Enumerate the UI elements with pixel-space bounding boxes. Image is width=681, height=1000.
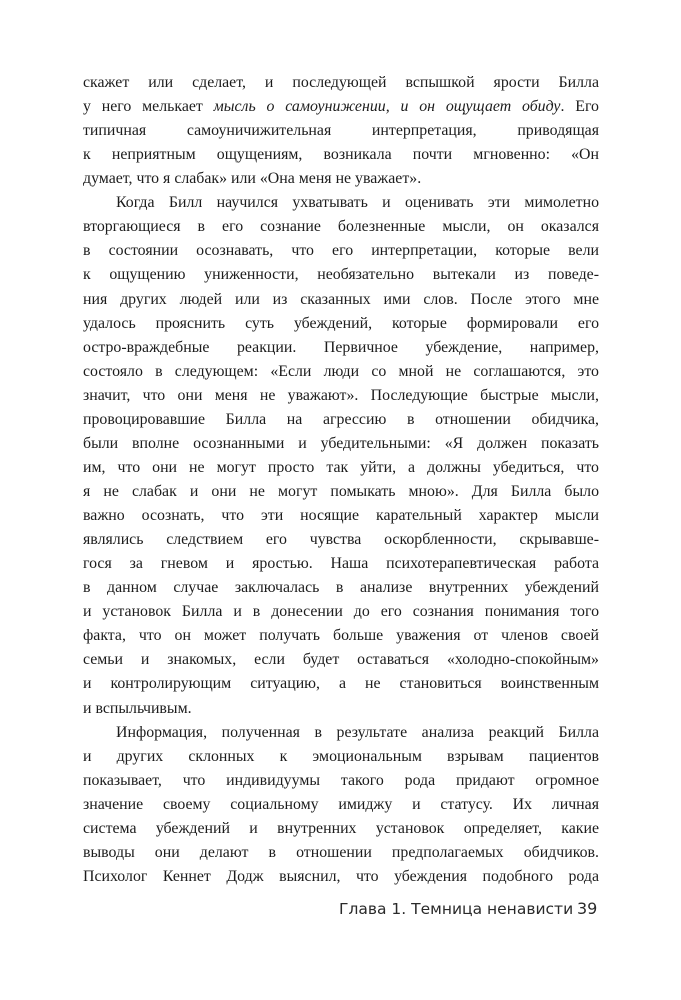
text-line: и вспыльчивым.	[83, 699, 192, 717]
text-line: показывает, что индивидуумы такого рода придают огромное	[83, 771, 599, 789]
text-line: в состоянии осознавать, что его интерпретации, которые вели	[83, 242, 599, 260]
text-line: думает, что я слабак» или «Она меня не уважает».	[83, 170, 422, 188]
text-line: и других склонных к эмоциональным взрывам пациентов	[83, 747, 599, 765]
text-line: к ощущению униженности, необязательно вытекали из поведе-	[83, 266, 599, 284]
text-line: Психолог Кеннет Додж выяснил, что убеждения подобного рода	[83, 867, 599, 885]
paragraph-first-line: Когда Билл научился ухватывать и оценивать эти мимолетно	[116, 194, 599, 212]
text-line: удалось прояснить суть убеждений, которые формировали его	[83, 314, 599, 332]
text-line: система убеждений и внутренних установок определяет, какие	[83, 819, 599, 837]
text-line: были вполне осознанными и убедительными: «Я должен показать	[83, 434, 599, 452]
text-line: в данном случае заключалась в анализе внутренних убеждений	[83, 579, 599, 597]
text-run: у него мелькает	[83, 98, 214, 116]
text-line: им, что они не могут просто так уйти, а должны убедиться, что	[83, 458, 599, 476]
text-line: вторгающиеся в его сознание болезненные мысли, он оказался	[83, 218, 599, 236]
text-line: скажет или сделает, и последующей вспышкой ярости Билла	[83, 74, 599, 91]
text-line: значит, что они меня не уважают». Последующие быстрые мысли,	[83, 386, 599, 404]
text-line: я не слабак и они не могут помыкать мною». Для Билла было	[83, 483, 599, 500]
text-line: выводы они делают в отношении предполагаемых обидчиков.	[83, 843, 599, 861]
text-line: остро-враждебные реакции. Первичное убеждение, например,	[83, 338, 599, 356]
text-line: значение своему социальному имиджу и статусу. Их личная	[83, 795, 599, 813]
text-line: важно осознать, что эти носящие карательный характер мысли	[83, 507, 599, 525]
text-line: семьи и знакомых, если будет оставаться «холодно-спокойным»	[83, 651, 599, 669]
text-line: гося за гневом и яростью. Наша психотерапевтическая работа	[83, 555, 599, 573]
text-line: к неприятным ощущениям, возникала почти мгновенно: «Он	[83, 146, 599, 164]
text-line	[83, 95, 599, 119]
italic-phrase: мысль о самоунижении, и он ощущает обиду	[213, 98, 561, 116]
running-title: Глава 1. Темница ненависти	[339, 900, 574, 918]
text-line: провоцировавшие Билла на агрессию в отношении обидчика,	[83, 410, 599, 428]
text-line: ния других людей или из сказанных ими слов. После этого мне	[83, 290, 599, 308]
text-line: и установок Билла и в донесении до его сознания понимания того	[83, 603, 599, 621]
text-line: и контролирующим ситуацию, а не становиться воинственным	[83, 675, 599, 693]
text-line: типичная самоуничижительная интерпретация, приводящая	[83, 122, 599, 140]
paragraph-first-line: Информация, полученная в результате анализа реакций Билла	[116, 723, 599, 741]
text-line: являлись следствием его чувства оскорбленности, скрывавше-	[83, 531, 599, 549]
text-line: состояло в следующем: «Если люди со мной не соглашаются, это	[83, 362, 599, 380]
text-run: . Его	[560, 98, 599, 116]
text-line: факта, что он может получать больше уважения от членов своей	[83, 627, 599, 645]
page-number: 39	[577, 899, 598, 918]
